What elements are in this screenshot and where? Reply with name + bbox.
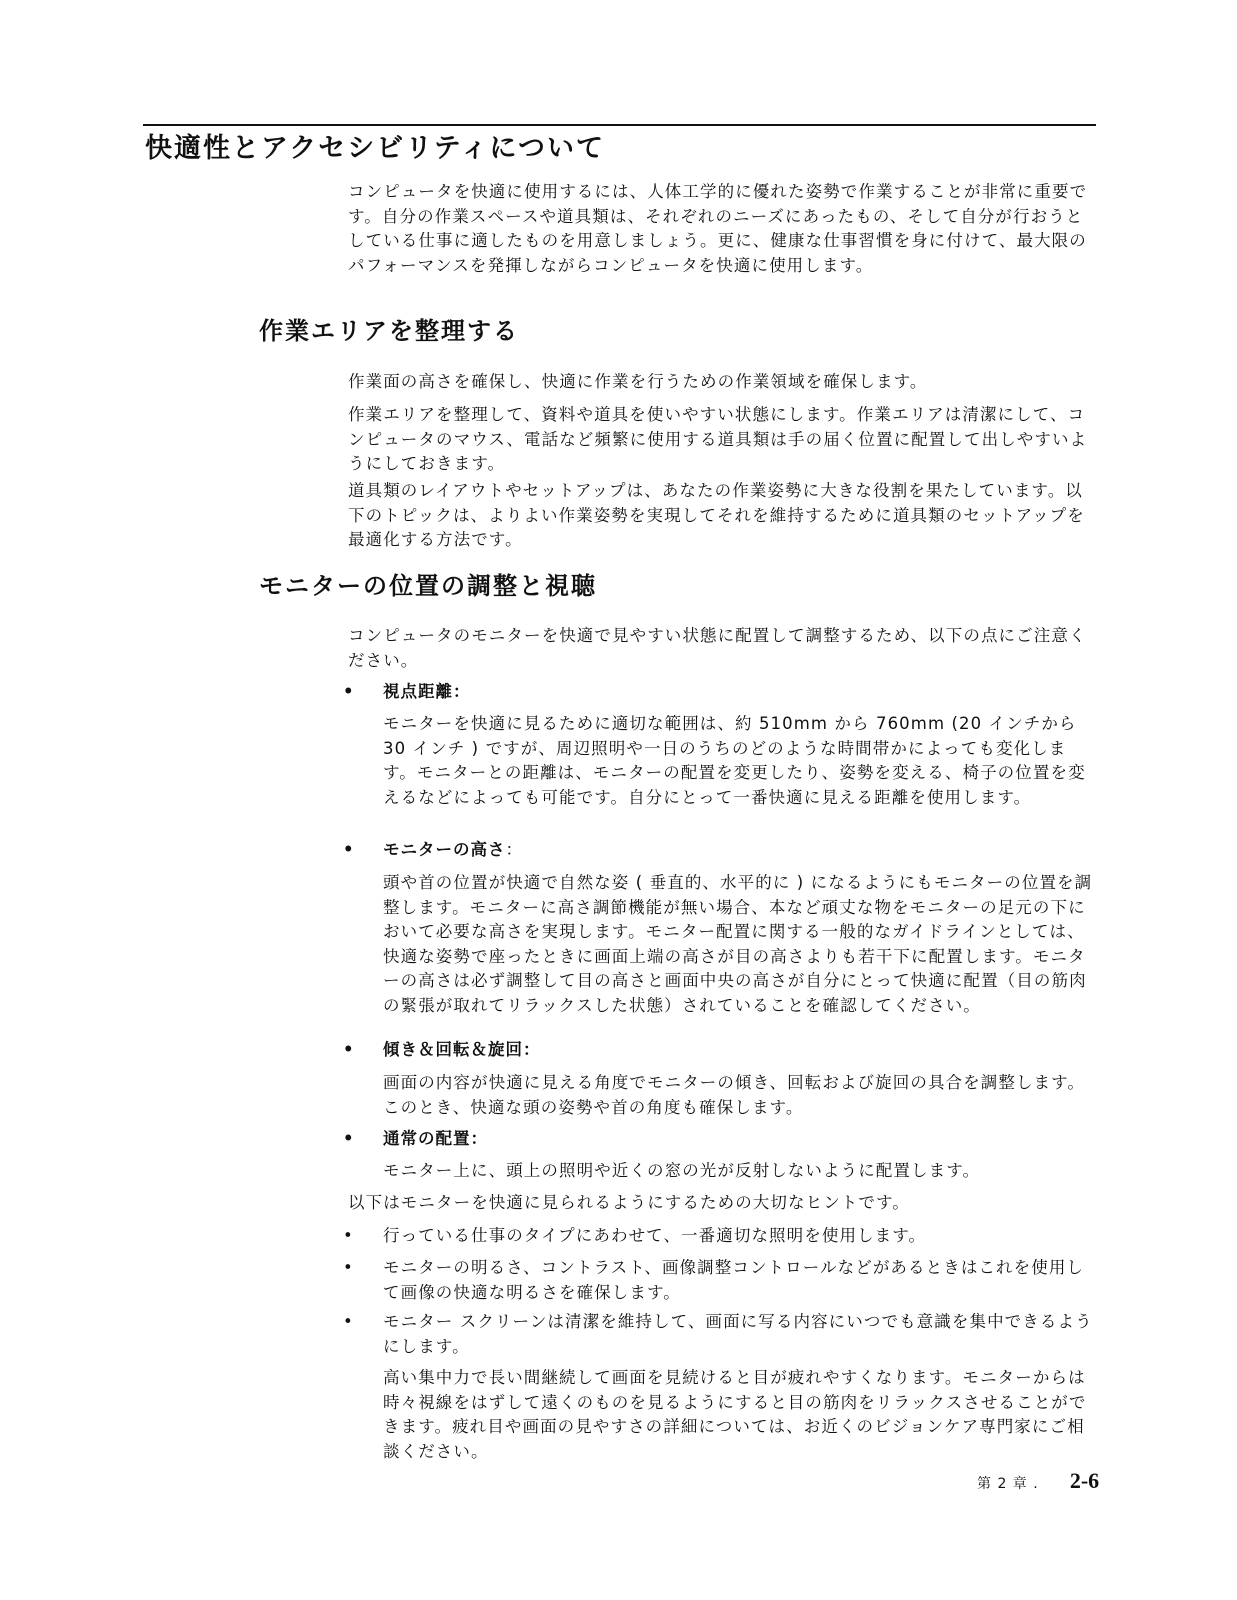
bullet-label [383, 838, 523, 862]
bullet-label: 視点距離： [383, 682, 471, 701]
tip-bullet-marker: • [343, 1258, 354, 1277]
page-footer [977, 1468, 1099, 1494]
workspace-paragraph-1: 作業面の高さを確保し、快適に作業を行うための作業領域を確保します。 [348, 372, 928, 391]
tip-text: 行っている仕事のタイプにあわせて、一番適切な照明を使用します。 [383, 1226, 927, 1245]
page-number: 2-6 [1069, 1468, 1100, 1493]
tip-item [343, 1310, 1095, 1359]
monitor-height-text: 頭や首の位置が快適で自然な姿 ( 垂直的、水平的に ) になるようにもモニターの位置を調整します。モニターに高さ調節機能が無い場合、本など頑丈な物をモニターの足元の下において必要な高さを実現します。モニター配置に関する一般的なガイドラインとしては、快適な姿勢で座ったときに画面上端の高さが目の高さよりも若干下に配置します。モニターの高さは必ず調整して目の高さと画面中央の高さが自分にとって快適に配置（目の筋肉の緊張が取れてリラックスした状態）されていることを確認してください。 [383, 873, 1093, 1015]
intro-paragraph: コンピュータを快適に使用するには、人体工学的に優れた姿勢で作業することが非常に重要です。自分の作業スペースや道具類は、それぞれのニーズにあったもの、そして自分が行おうとしている仕事に適したものを用意しましょう。更に、健康な仕事習慣を身に付けて、最大限のパフォーマンスを発揮しながらコンピュータを快適に使用します。 [348, 182, 1088, 275]
bullet-label: 通常の配置： [383, 1129, 488, 1148]
tip-text: モニターの明るさ、コントラスト、画像調整コントロールなどがあるときはこれを使用して画像の快適な明るさを確保します。 [383, 1258, 1085, 1302]
workspace-paragraph-3: 道具類のレイアウトやセットアップは、あなたの作業姿勢に大きな役割を果たしています。以下のトピックは、よりよい作業姿勢を実現してそれを維持するために道具類のセットアップを最適化する方法です。 [348, 481, 1085, 549]
viewing-distance-text: モニターを快適に見るために適切な範囲は、約 510mm から 760mm (20 インチから 30 インチ ) ですが、周辺照明や一日のうちのどのような時間帯かによっても変化します。モニターとの距離は、モニターの配置を変更したり、姿勢を変える、椅子の位置を変えるなどによっても可能です。自分にとって一番快適に見える距離を使用します。 [383, 714, 1086, 807]
tip-item [343, 1256, 1095, 1305]
bullet-marker: • [343, 1129, 355, 1148]
monitor-intro-paragraph: コンピュータのモニターを快適で見やすい状態に配置して調整するため、以下の点にご注意ください。 [348, 626, 1087, 670]
bullet-marker: • [343, 682, 355, 701]
bullet-label-text: モニターの高さ [383, 840, 506, 859]
bullet-marker: • [343, 840, 355, 859]
chapter-label: 第 2 章 . [977, 1476, 1039, 1492]
tilt-swivel-text: 画面の内容が快適に見える角度でモニターの傾き、回転および旋回の具合を調整します。このとき、快適な頭の姿勢や首の角度も確保します。 [383, 1073, 1086, 1117]
tip-bullet-marker: • [343, 1226, 354, 1245]
tip-text: モニター スクリーンは清潔を維持して、画面に写る内容にいつでも意識を集中できるようにします。 [383, 1312, 1093, 1356]
tips-intro: 以下はモニターを快適に見られるようにするための大切なヒントです。 [348, 1193, 910, 1212]
page-title: 快適性とアクセシビリティについて [145, 133, 605, 164]
closing-paragraph: 高い集中力で長い間継続して画面を見続けると目が疲れやすくなります。モニターからは時々視線をはずして遠くのものを見るようにすると目の筋肉をリラックスさせることができます。疲れ目や画面の見やすさの詳細については、お近くのビジョンケア専門家にご相談ください。 [383, 1368, 1087, 1461]
bullet-marker: • [343, 1040, 355, 1059]
workspace-paragraph-2: 作業エリアを整理して、資料や道具を使いやすい状態にします。作業エリアは清潔にして、コンピュータのマウス、電話など頻繁に使用する道具類は手の届く位置に配置して出しやすいようにしておきます。 [348, 405, 1088, 473]
section-heading-monitor: モニターの位置の調整と視聴 [259, 572, 597, 600]
section-heading-workspace: 作業エリアを整理する [259, 317, 519, 345]
normal-placement-text: モニター上に、頭上の照明や近くの窓の光が反射しないように配置します。 [383, 1161, 981, 1180]
bullet-label: 傾き＆回転＆旋回： [383, 1040, 541, 1059]
tip-item [343, 1224, 1095, 1249]
tip-bullet-marker: • [343, 1312, 354, 1331]
bullet-label-suffix: ： [505, 840, 523, 859]
